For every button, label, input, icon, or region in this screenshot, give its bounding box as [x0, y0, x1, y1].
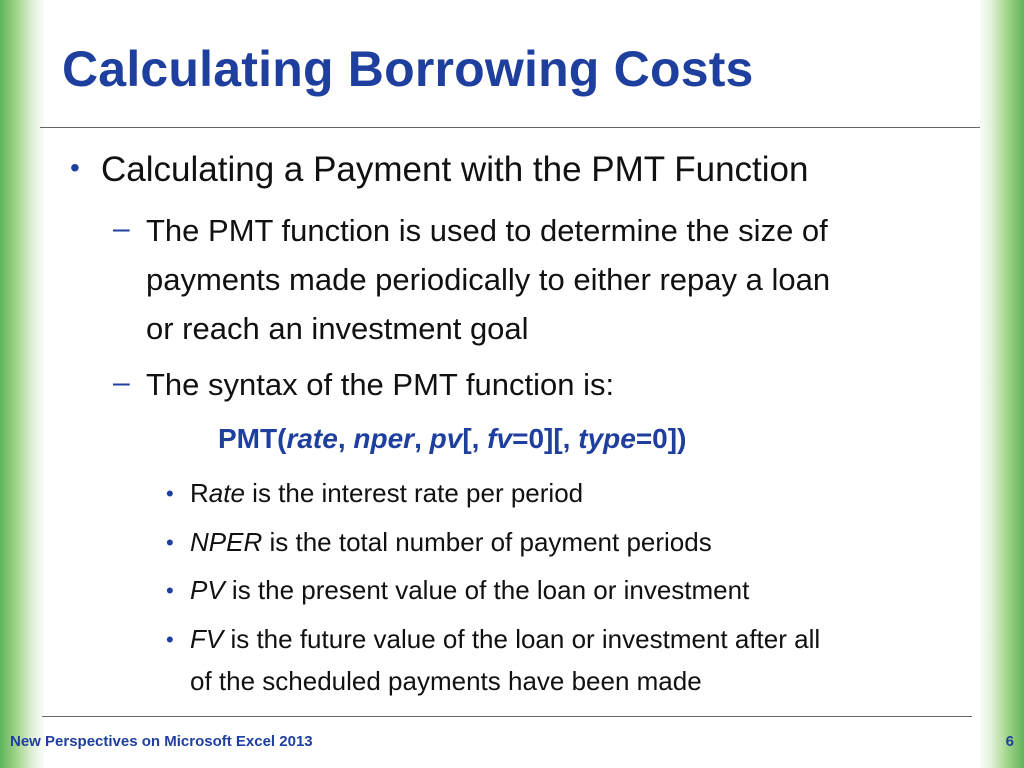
dash-marker: –	[113, 366, 130, 399]
definition-fv-continued: of the scheduled payments have been made	[190, 666, 702, 696]
definition-rate: Rate is the interest rate per period	[190, 478, 584, 508]
right-green-edge	[978, 0, 1024, 768]
title-divider	[40, 127, 980, 128]
sub-bullet-2: The syntax of the PMT function is:	[146, 367, 615, 402]
bullet-marker: •	[166, 627, 174, 652]
bullet-marker: •	[166, 481, 174, 506]
definition-pv: PV is the present value of the loan or investment	[190, 575, 750, 605]
sub-bullet-1-line-1: The PMT function is used to determine the size of	[146, 213, 828, 248]
definition-nper: NPER is the total number of payment periods	[190, 527, 712, 557]
left-green-edge	[0, 0, 46, 768]
footer-divider	[42, 716, 972, 717]
footer-text: New Perspectives on Microsoft Excel 2013	[10, 733, 313, 750]
pmt-syntax: PMT(rate, nper, pv[, fv=0][, type=0])	[218, 423, 687, 454]
dash-marker: –	[113, 212, 130, 245]
sub-bullet-1-line-2: payments made periodically to either repay a loan	[146, 262, 831, 297]
page-number: 6	[1005, 733, 1014, 750]
bullet-marker: •	[166, 578, 174, 603]
slide-title: Calculating Borrowing Costs	[62, 41, 754, 97]
bullet-marker: •	[70, 152, 80, 183]
bullet-marker: •	[166, 530, 174, 555]
definition-fv: FV is the future value of the loan or investment after all	[190, 624, 821, 654]
bullet-level-1: Calculating a Payment with the PMT Function	[101, 150, 809, 189]
sub-bullet-1-line-3: or reach an investment goal	[146, 311, 529, 346]
